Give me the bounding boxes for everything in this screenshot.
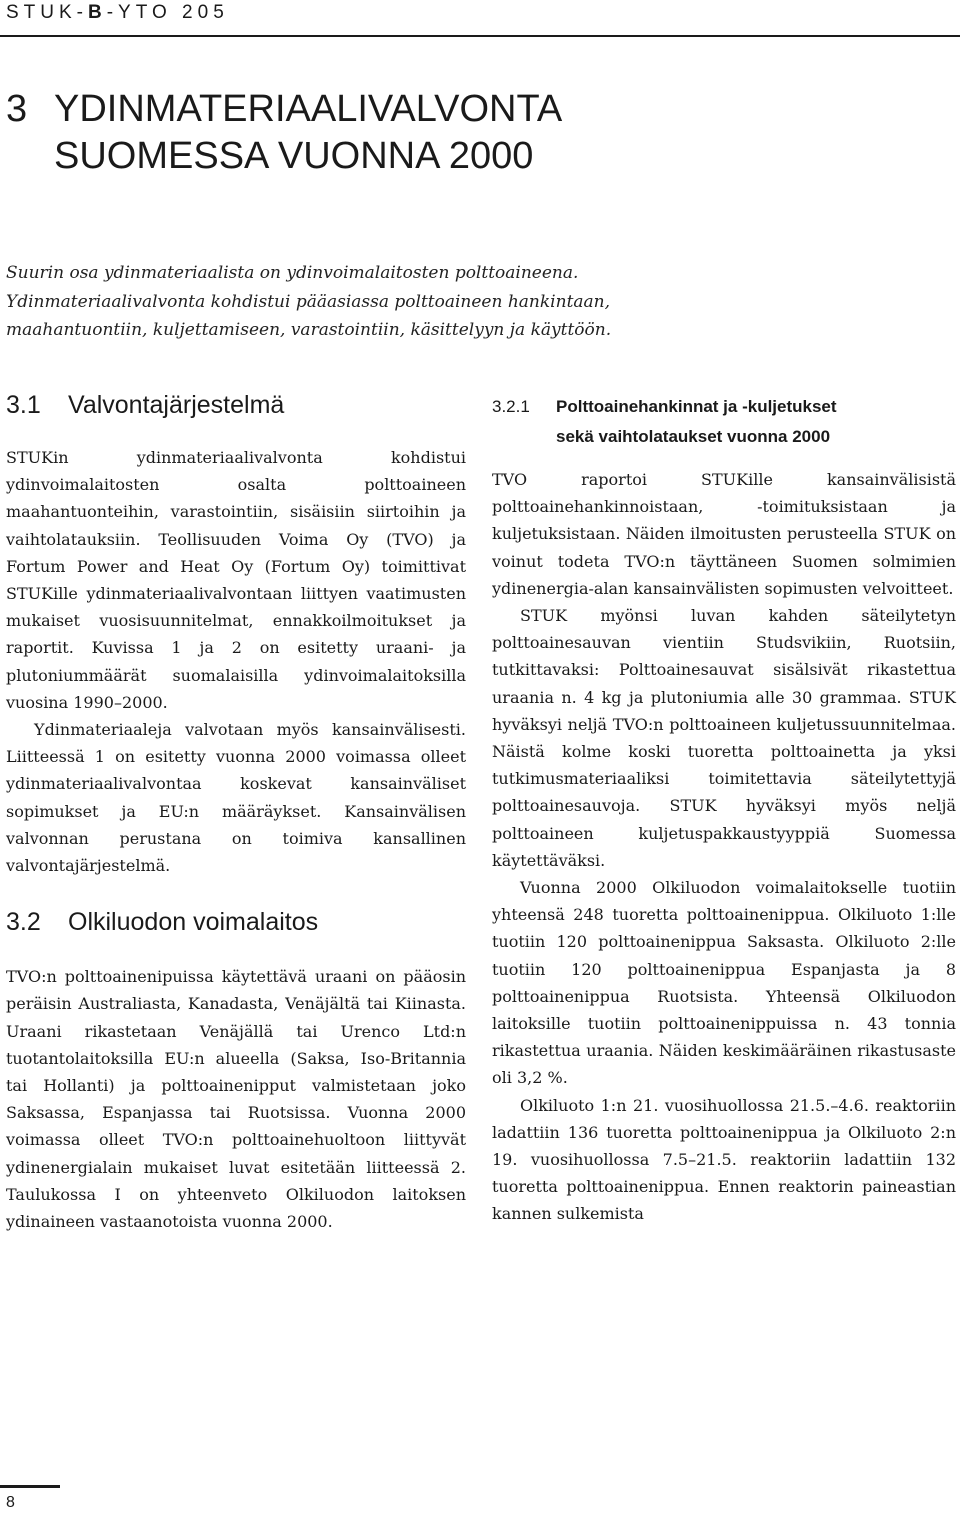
paragraph: TVO:n polttoainenipuissa käytettävä uraani on pääosin peräisin Australiasta, Kanadasta, Venäjältä tai Kiinasta. Uraani rikastetaan Venäjällä tai Urenco Ltd:n tuotantolaitoksilla EU:n alueella (Saksa, Iso-Britannia tai Hollanti) ja polttoainenipput valmistetaan joko Saksassa, Espanjassa tai Ruotsissa. Vuonna 2000 voimassa olleet TVO:n polttoainehuoltoon liittyvät ydinenergialain mukaiset luvat esitetään liitteessä 2. Taulukossa I on yhteenveto Olkiluodon laitoksen ydinaineen vastaanotoista vuonna 2000. <box>6 967 466 1232</box>
section-title: Valvontajärjestelmä <box>68 391 285 419</box>
paragraph: Ydinmateriaaleja valvotaan myös kansainvälisesti. Liitteessä 1 on esitetty vuonna 2000 voimassa olleet ydinmateriaalivalvontaa koskevat kansainväliset sopimukset ja EU:n määräykset. Kansainvälisen valvonnan perustana on toimiva kansallinen valvontajärjestelmä. <box>6 720 466 876</box>
header-prefix: STUK- <box>6 2 88 23</box>
section-heading-3-1 <box>6 390 466 420</box>
lead-paragraph: Suurin osa ydinmateriaalista on ydinvoimalaitosten polttoaineena. Ydinmateriaalivalvonta kohdistui pääasiassa polttoaineen hankintaan, maahantuontiin, kuljettamiseen, varastointiin, käsittelyyn ja käyttöön. <box>6 263 612 340</box>
paragraph: TVO raportoi STUKille kansainvälisistä polttoainehankinnoistaan, -toimituksistaan ja kuljetuksistaan. Näiden ilmoitusten perusteella STUK on voinut todeta TVO:n täyttäneen Suomen solmimien ydinenergia-alan kansainvälisten sopimusten velvoitteet. <box>492 470 956 598</box>
subsection-title-line2: sekä vaihtolataukset vuonna 2000 <box>556 427 831 446</box>
subsection-heading-3-2-1 <box>492 392 956 452</box>
left-column <box>6 390 466 1235</box>
header-bold: B <box>88 2 107 23</box>
paragraph: STUK myönsi luvan kahden säteilytetyn polttoainesauvan vientiin Studsvikiin, Ruotsiin, tutkittavaksi: Polttoainesauvat sisälsivät rikastettua uraania n. 4 kg ja plutoniumia alle 30 grammaa. STUK hyväksyi neljä TVO:n polttoaineen kuljetussuunnitelmaa. Näistä kolme koski tuoretta polttoainetta ja yksi tutkimusmateriaaliksi toimitettavia säteilytettyjä polttoainesauvoja. STUK hyväksyi myös neljä polttoaineen kuljetuspakkaustyyppiä Suomessa käytettäväksi. <box>492 606 956 870</box>
chapter-title-line1: YDINMATERIAALIVALVONTA <box>54 88 563 130</box>
subsection-number: 3.2.1 <box>492 397 530 416</box>
chapter-number: 3 <box>6 88 28 130</box>
chapter-title-line2: SUOMESSA VUONNA 2000 <box>54 135 534 177</box>
section-number: 3.2 <box>6 908 41 937</box>
running-header <box>6 2 229 24</box>
section-heading-3-2 <box>6 907 466 937</box>
paragraph: Vuonna 2000 Olkiluodon voimalaitokselle tuotiin yhteensä 248 tuoretta polttoainenippua. Olkiluoto 1:lle tuotiin 120 polttoainenippua Saksasta. Olkiluoto 2:lle tuotiin 120 polttoainenippua Espanjasta ja 8 polttoainenippua Ruotsista. Yhteensä Olkiluodon laitoksille tuotiin polttoainenippuissa n. 43 tonnia rikastettua uraania. Näiden keskimääräinen rikastusaste oli 3,2 %. <box>492 878 956 1088</box>
section-title: Olkiluodon voimalaitos <box>68 908 319 937</box>
page-number: 8 <box>6 1494 15 1511</box>
header-suffix: -YTO 205 <box>106 2 229 23</box>
chapter-title <box>6 86 562 180</box>
section-number: 3.1 <box>6 391 41 419</box>
subsection-title-line1: Polttoainehankinnat ja -kuljetukset <box>556 397 837 416</box>
right-column <box>492 390 956 1228</box>
footer-rule <box>0 1485 60 1488</box>
header-rule <box>0 35 960 37</box>
paragraph: STUKin ydinmateriaalivalvonta kohdistui ydinvoimalaitosten osalta polttoaineen maahantuonteihin, varastointiin, sisäisiin siirtoihin ja vaihtolatauksiin. Teollisuuden Voima Oy (TVO) ja Fortum Power and Heat Oy (Fortum Oy) toimittivat STUKille ydinmateriaalivalvontaan liittyen vaatimusten mukaiset vuosisuunnitelmat, ennakkoilmoitukset ja raportit. Kuvissa 1 ja 2 on esitetty uraani- ja plutoniummäärät suomalaisilla ydinvoimalaitoksilla vuosina 1990–2000. <box>6 448 466 712</box>
paragraph: Olkiluoto 1:n 21. vuosihuollossa 21.5.–4.6. reaktoriin ladattiin 136 tuoretta polttoainenippua ja Olkiluoto 2:n 19. vuosihuollossa 7.5–21.5. reaktoriin ladattiin 132 tuoretta polttoainenippua. Ennen reaktorin paineastian kannen sulkemista <box>492 1095 956 1224</box>
